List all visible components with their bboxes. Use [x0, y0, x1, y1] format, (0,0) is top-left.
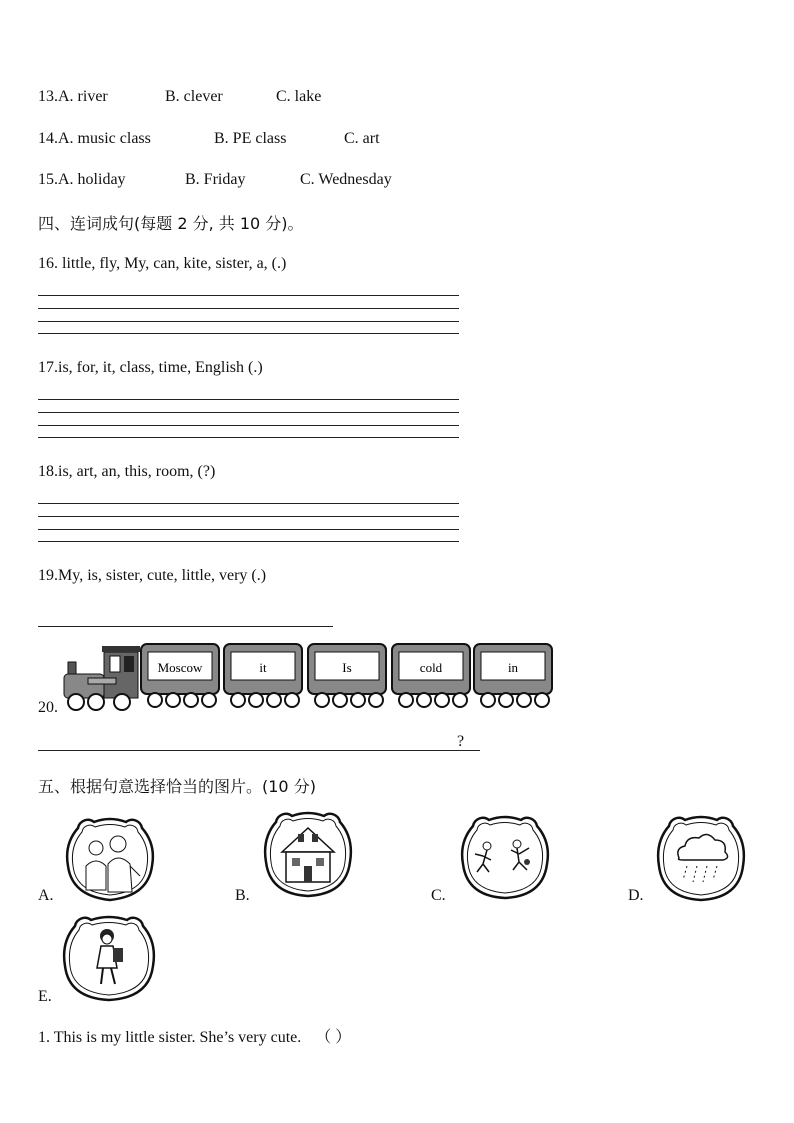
question-19: 19.My, is, sister, cute, little, very (.)	[38, 567, 267, 584]
train-car-4	[392, 644, 470, 707]
answer-line[interactable]	[38, 308, 459, 309]
answer-line[interactable]	[38, 541, 459, 542]
section-4-title: 四、连词成句(每题 2 分, 共 10 分)。	[38, 214, 304, 233]
answer-parentheses[interactable]: （ ）	[315, 1029, 352, 1046]
section-5-title: 五、根据句意选择恰当的图片。(10 分)	[38, 777, 316, 796]
question-13-option-b: B. clever	[165, 88, 223, 105]
answer-line[interactable]	[38, 503, 459, 504]
car-word: in	[507, 660, 519, 675]
girl-icon	[57, 912, 161, 1004]
house-icon	[258, 808, 358, 900]
train-car-5	[474, 644, 552, 707]
train-car-3	[308, 644, 386, 707]
picture-label-c: C.	[431, 887, 446, 904]
answer-line[interactable]	[38, 321, 459, 322]
locomotive-icon	[64, 646, 140, 710]
playing-children-icon	[455, 812, 555, 902]
car-word: Is	[342, 660, 352, 675]
rain-cloud-icon	[651, 812, 751, 904]
car-word: it	[259, 660, 267, 675]
picture-label-b: B.	[235, 887, 250, 904]
answer-line[interactable]	[38, 626, 333, 627]
question-14-option-c: C. art	[344, 130, 380, 147]
train-car-2	[224, 644, 302, 707]
picture-label-d: D.	[628, 887, 644, 904]
question-15-option-c: C. Wednesday	[300, 171, 392, 188]
car-word: Moscow	[157, 660, 203, 675]
answer-line[interactable]	[38, 333, 459, 334]
answer-line[interactable]	[38, 399, 459, 400]
question-16: 16. little, fly, My, can, kite, sister, a, (.)	[38, 255, 287, 272]
answer-line[interactable]	[38, 750, 480, 751]
picture-label-e: E.	[38, 988, 52, 1005]
train-illustration	[58, 640, 558, 715]
question-18: 18.is, art, an, this, room, (?)	[38, 463, 216, 480]
question-13-option-c: C. lake	[276, 88, 322, 105]
answer-line[interactable]	[38, 529, 459, 530]
picture-label-a: A.	[38, 887, 54, 904]
car-word: cold	[419, 660, 443, 675]
question-20-number: 20.	[38, 699, 58, 716]
picture-question-1: 1. This is my little sister. She’s very cute. （ ）	[38, 1029, 352, 1046]
question-20-end-mark: ?	[457, 733, 465, 750]
answer-line[interactable]	[38, 516, 459, 517]
question-17: 17.is, for, it, class, time, English (.)	[38, 359, 263, 376]
two-people-icon	[60, 814, 160, 904]
question-15: 15.A. holiday	[38, 171, 126, 188]
train-car-1	[141, 644, 219, 707]
answer-line[interactable]	[38, 412, 459, 413]
question-13: 13.A. river	[38, 88, 108, 105]
question-14: 14.A. music class	[38, 130, 151, 147]
question-15-option-b: B. Friday	[185, 171, 246, 188]
answer-line[interactable]	[38, 437, 459, 438]
answer-line[interactable]	[38, 295, 459, 296]
question-14-option-b: B. PE class	[214, 130, 287, 147]
answer-line[interactable]	[38, 425, 459, 426]
